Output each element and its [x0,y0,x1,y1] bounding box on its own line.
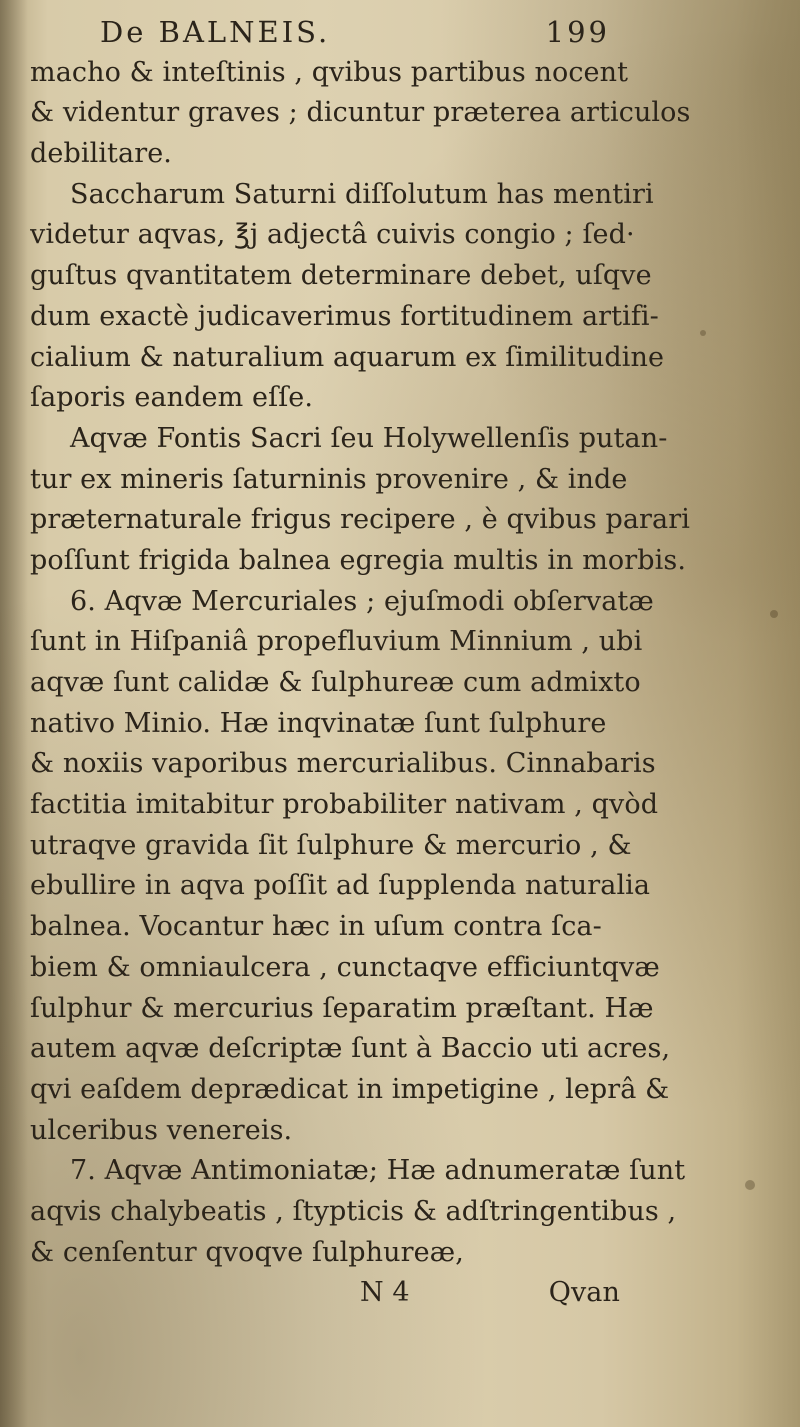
page-footer [30,1273,730,1314]
text-line: nativo Minio. Hæ inqvinatæ ſunt ſulphure [30,707,607,739]
signature-mark: N 4 [360,1277,410,1309]
text-line: cialium & naturalium aquarum ex ſimilitudine [30,341,665,373]
text-line: balnea. Vocantur hæc in uſum contra ſca- [30,911,602,943]
text-line: qvi eaſdem deprædicat in impetigine , leprâ & [30,1073,670,1105]
text-line: ſulphur & mercurius ſeparatim præſtant. Hæ [30,992,654,1024]
text-line: macho & inteſtinis , qvibus partibus nocent [30,56,629,88]
text-line: 7. Aqvæ Antimoniatæ; Hæ adnumeratæ ſunt [70,1155,686,1187]
text-line: ebullire in aqva poſſit ad ſupplenda naturalia [30,870,651,902]
paper-stain [745,1180,755,1190]
text-line: ſaporis eandem eſſe. [30,382,314,414]
page-number: 199 [545,15,610,49]
text-line: & noxiis vaporibus mercurialibus. Cinnabaris [30,748,656,780]
text-line: debilitare. [30,138,172,170]
catchword: Qvan [548,1277,620,1309]
text-line: autem aqvæ deſcriptæ ſunt à Baccio uti acres, [30,1033,671,1065]
text-line: guſtus qvantitatem determinare debet, uſqve [30,260,652,292]
text-line: aqvæ ſunt calidæ & ſulphureæ cum admixto [30,667,641,698]
text-line: tur ex mineris ſaturninis provenire , & inde [30,463,628,495]
text-line: factitia imitabitur probabiliter nativam , qvòd [30,789,659,821]
text-line: poſſunt frigida balnea egregia multis in morbis. [30,544,687,576]
text-line: utraqve gravida ſit ſulphure & mercurio , & [30,829,632,861]
header-title: De BALNEIS. [100,15,331,49]
text-line: dum exactè judicaverimus fortitudinem artifi- [30,300,659,332]
text-block [30,12,730,1314]
text-line: ſunt in Hiſpaniâ propefluvium Minnium , ubi [30,626,643,658]
text-line: aqvis chalybeatis , ſtypticis & adſtringentibus , [30,1195,677,1227]
text-line: 6. Aqvæ Mercuriales ; ejuſmodi obſervatæ [70,585,654,617]
gutter-shadow [0,0,28,1427]
paper-stain [770,610,778,618]
text-line: ulceribus venereis. [30,1114,293,1146]
text-line: Aqvæ Fontis Sacri ſeu Holywellenſis putan- [70,422,668,454]
text-line: & videntur graves ; dicuntur præterea articulos [30,97,691,129]
text-line: Saccharum Saturni diſſolutum has mentiri [70,178,654,210]
text-line: biem & omniaulcera , cunctaqve efficiuntqvæ [30,951,660,983]
text-line: & cenſentur qvoqve ſulphureæ, [30,1236,464,1268]
text-line: videtur aqvas, ℥j adjectâ cuivis congio ; ſed· [30,219,635,251]
text-line: præternaturale frigus recipere , è qvibus parari [30,504,690,536]
running-header [30,12,730,53]
